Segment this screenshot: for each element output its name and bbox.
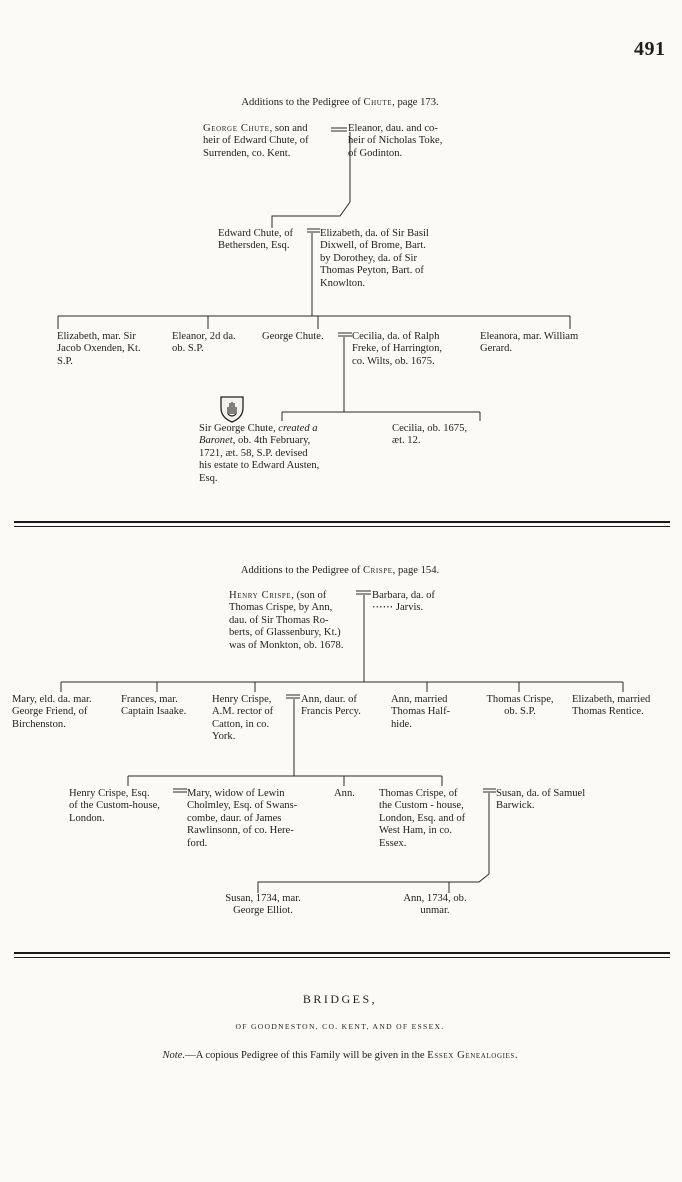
thomas-crispe-essex: Thomas Crispe, of the Custom - house, London, Esq. and of West Ham, in co. Essex.	[379, 788, 466, 849]
susan-elliot: Susan, 1734, mar. George Elliot.	[225, 893, 301, 917]
henry-crispe-custom-house: Henry Crispe, Esq. of the Custom-house, London.	[69, 788, 160, 824]
bridges-note: Note.—A copious Pedigree of this Family will be given in the Essex Genealogies.	[162, 1050, 518, 1061]
george-chute: George Chute, son and heir of Edward Chute, of Surrenden, co. Kent.	[203, 123, 309, 159]
frances-isaake: Frances, mar. Captain Isaake.	[121, 694, 187, 718]
ann-crispe: Ann.	[334, 788, 355, 799]
chute-heading: Additions to the Pedigree of Chute, page 173.	[241, 97, 439, 108]
bridges-title: BRIDGES,	[302, 992, 378, 1006]
susan-barwick: Susan, da. of Samuel Barwick.	[496, 788, 586, 812]
mary-friend: Mary, eld. da. mar. George Friend, of Birchenston.	[12, 694, 92, 730]
mary-cholmley: Mary, widow of Lewin Cholmley, Esq. of Swans- combe, daur. of James Rawlinsonn, of co. Here- ford.	[187, 788, 298, 849]
eleanor-2d-da: Eleanor, 2d da. ob. S.P.	[172, 331, 236, 355]
thomas-crispe-sp: Thomas Crispe, ob. S.P.	[486, 694, 554, 718]
elizabeth-rentice: Elizabeth, married Thomas Rentice.	[572, 694, 651, 718]
henry-crispe-rector: Henry Crispe, A.M. rector of Catton, in co. York.	[212, 694, 274, 743]
henry-crispe: Henry Crispe, (son of Thomas Crispe, by Ann, dau. of Sir Thomas Ro- berts, of Glassenbury, Kt.) was of Monkton, ob. 1678.	[229, 590, 344, 651]
bridges-subtitle: OF GOODNESTON, CO. KENT, AND OF ESSEX.	[235, 1022, 445, 1031]
eleanor-toke: Eleanor, dau. and co- heir of Nicholas Toke, of Godinton.	[348, 123, 443, 159]
baronet-badge-icon	[219, 395, 245, 423]
cecilia-chute: Cecilia, ob. 1675, æt. 12.	[392, 423, 468, 447]
elizabeth-dixwell: Elizabeth, da. of Sir Basil Dixwell, of Brome, Bart. by Dorothey, da. of Sir Thomas Peyton, Bart. of Knowlton.	[320, 228, 429, 289]
crispe-heading: Additions to the Pedigree of Crispe, page 154.	[240, 565, 440, 576]
george-chute-son: George Chute.	[262, 331, 324, 342]
ann-unmar: Ann, 1734, ob. unmar.	[403, 893, 467, 917]
ann-halfhide: Ann, married Thomas Half- hide.	[391, 694, 451, 730]
sir-george-chute: Sir George Chute, created a Baronet, ob. 4th February, 1721, æt. 58, S.P. devised his estate to Edward Austen, Esq.	[199, 423, 320, 484]
barbara-jarvis: Barbara, da. of ⋯⋯ Jarvis.	[372, 590, 435, 614]
edward-chute: Edward Chute, of Bethersden, Esq.	[218, 228, 294, 252]
eleanora-gerard: Eleanora, mar. William Gerard.	[480, 331, 579, 355]
page-number: 491	[634, 38, 666, 60]
elizabeth-oxenden: Elizabeth, mar. Sir Jacob Oxenden, Kt. S.P.	[57, 331, 141, 367]
cecilia-freke: Cecilia, da. of Ralph Freke, of Harrington, co. Wilts, ob. 1675.	[352, 331, 443, 367]
ann-percy: Ann, daur. of Francis Percy.	[301, 694, 361, 718]
